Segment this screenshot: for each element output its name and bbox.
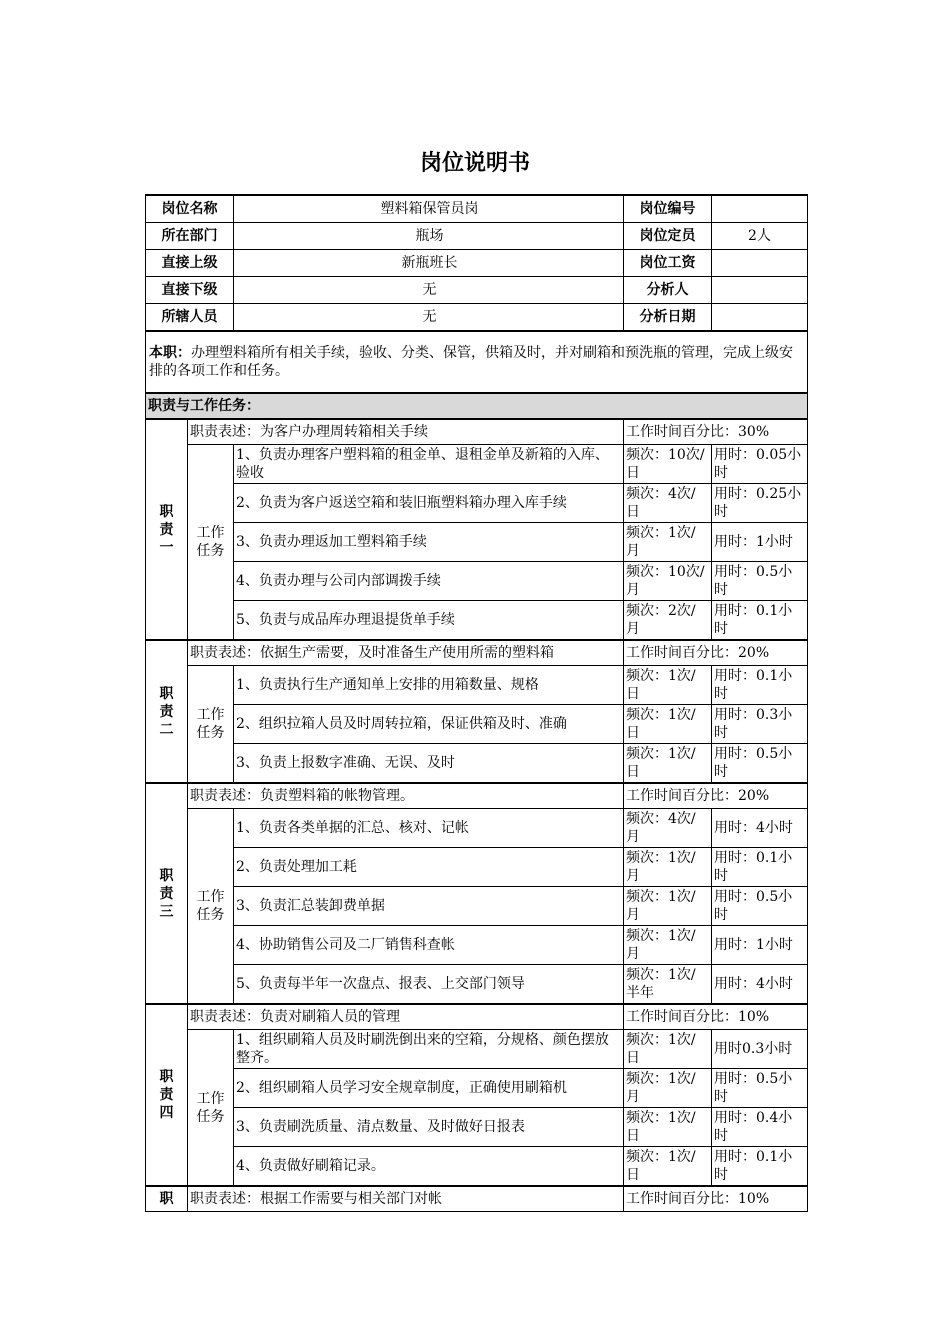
task-row (146, 1069, 808, 1108)
position-salary-value (712, 250, 808, 277)
page-title: 岗位说明书 (419, 151, 530, 176)
analyst-value (712, 277, 808, 304)
duty-statement: 职责表述：为客户办理周转箱相关手续 (188, 419, 624, 445)
info-row (146, 277, 808, 304)
task-description: 2、负责处理加工耗 (234, 848, 624, 887)
task-description: 4、负责办理与公司内部调拨手续 (234, 562, 624, 601)
task-row (146, 562, 808, 601)
task-row (146, 1030, 808, 1069)
summary-label: 本职： (149, 345, 191, 361)
analysis-date-value (712, 304, 808, 332)
duty-label (146, 640, 188, 783)
task-row (146, 445, 808, 484)
task-row (146, 484, 808, 523)
task-description: 1、负责各类单据的汇总、核对、记帐 (234, 809, 624, 848)
summary-text: 办理塑料箱所有相关手续，验收、分类、保管，供箱及时，并对刷箱和预洗瓶的管理，完成上级安排的各项工作和任务。 (149, 345, 793, 379)
task-duration: 用时：0.5小时 (712, 562, 808, 601)
task-frequency: 频次：1次/月 (624, 926, 712, 965)
duty-label-char: 责 (159, 521, 174, 538)
duty-time-percent: 工作时间百分比：30% (624, 419, 808, 445)
task-type-label (188, 809, 234, 1005)
headcount-label: 岗位定员 (624, 223, 712, 250)
duty-label-char: 责 (159, 703, 174, 720)
duty-label (146, 419, 188, 640)
department-value: 瓶场 (234, 223, 624, 250)
duty-time-percent: 工作时间百分比：10% (624, 1186, 808, 1212)
task-description: 2、负责为客户返送空箱和装旧瓶塑料箱办理入库手续 (234, 484, 624, 523)
duty-label (146, 783, 188, 1004)
task-duration: 用时0.3小时 (712, 1030, 808, 1069)
duty-label-char: 职 (159, 503, 174, 520)
task-duration: 用时：0.1小时 (712, 601, 808, 641)
task-row (146, 1147, 808, 1187)
info-row (146, 223, 808, 250)
managed-staff-value: 无 (234, 304, 624, 332)
task-description: 3、负责上报数字准确、无误、及时 (234, 744, 624, 784)
duty-statement: 职责表述：负责对刷箱人员的管理 (188, 1004, 624, 1030)
task-duration: 用时：0.4小时 (712, 1108, 808, 1147)
task-label-part: 工作 (196, 889, 225, 905)
task-frequency: 频次：1次/月 (624, 887, 712, 926)
task-description: 4、协助销售公司及二厂销售科查帐 (234, 926, 624, 965)
task-type-label (188, 1030, 234, 1187)
task-row (146, 523, 808, 562)
task-frequency: 频次：1次/月 (624, 1069, 712, 1108)
task-type-label (188, 666, 234, 784)
info-row (146, 195, 808, 223)
duty-label-char: 职 (159, 867, 174, 884)
task-description: 3、负责刷洗质量、清点数量、及时做好日报表 (234, 1108, 624, 1147)
duty-statement-row (146, 1186, 808, 1212)
task-row (146, 848, 808, 887)
task-duration: 用时：0.5小时 (712, 1069, 808, 1108)
duty-label-char: 一 (159, 539, 174, 556)
duty-label-char: 职 (159, 1191, 174, 1207)
task-duration: 用时：0.5小时 (712, 887, 808, 926)
duty-statement: 职责表述：根据工作需要与相关部门对帐 (188, 1186, 624, 1212)
task-description: 1、组织刷箱人员及时刷洗倒出来的空箱，分规格、颜色摆放整齐。 (234, 1030, 624, 1069)
task-type-label (188, 445, 234, 641)
info-row (146, 304, 808, 332)
task-row (146, 809, 808, 848)
task-label-part: 任务 (196, 543, 225, 559)
task-description: 1、负责执行生产通知单上安排的用箱数量、规格 (234, 666, 624, 705)
task-description: 2、组织拉箱人员及时周转拉箱，保证供箱及时、准确 (234, 705, 624, 744)
duty-label-char: 责 (159, 1087, 174, 1103)
task-label-part: 工作 (196, 1090, 225, 1107)
task-duration: 用时：0.1小时 (712, 1147, 808, 1187)
task-frequency: 频次：1次/日 (624, 744, 712, 784)
task-frequency: 频次：1次/日 (624, 1030, 712, 1069)
task-label-part: 工作 (196, 525, 225, 541)
summary-row (146, 331, 808, 393)
department-label: 所在部门 (146, 223, 234, 250)
task-description: 5、负责与成品库办理退提货单手续 (234, 601, 624, 641)
task-frequency: 频次：10次/月 (624, 562, 712, 601)
direct-superior-value: 新瓶班长 (234, 250, 624, 277)
duty-statement-row (146, 1004, 808, 1030)
task-duration: 用时：1小时 (712, 926, 808, 965)
task-duration: 用时：0.25小时 (712, 484, 808, 523)
task-frequency: 频次：1次/半年 (624, 965, 712, 1005)
task-frequency: 频次：1次/月 (624, 848, 712, 887)
task-frequency: 频次：4次/日 (624, 484, 712, 523)
direct-superior-label: 直接上级 (146, 250, 234, 277)
duty-label (146, 1004, 188, 1186)
task-duration: 用时：0.3小时 (712, 705, 808, 744)
duty-label-char: 四 (159, 1105, 174, 1121)
analysis-date-label: 分析日期 (624, 304, 712, 332)
task-duration: 用时：0.5小时 (712, 744, 808, 784)
analyst-label: 分析人 (624, 277, 712, 304)
task-label-part: 任务 (196, 907, 225, 923)
task-frequency: 频次：1次/日 (624, 705, 712, 744)
direct-subordinate-label: 直接下级 (146, 277, 234, 304)
task-row (146, 744, 808, 784)
task-frequency: 频次：10次/日 (624, 445, 712, 484)
duty-label-char: 三 (159, 903, 174, 920)
task-label-part: 任务 (196, 725, 225, 741)
position-salary-label: 岗位工资 (624, 250, 712, 277)
task-description: 1、负责办理客户塑料箱的租金单、退租金单及新箱的入库、验收 (234, 445, 624, 484)
duty-label-char: 职 (159, 685, 174, 702)
task-duration: 用时：0.1小时 (712, 666, 808, 705)
task-frequency: 频次：4次/月 (624, 809, 712, 848)
task-row (146, 887, 808, 926)
section-title: 职责与工作任务： (148, 398, 260, 414)
task-duration: 用时：1小时 (712, 523, 808, 562)
task-row (146, 965, 808, 1005)
task-row (146, 705, 808, 744)
task-frequency: 频次：1次/日 (624, 666, 712, 705)
task-row (146, 601, 808, 641)
position-code-value (712, 195, 808, 223)
duty-statement-row (146, 419, 808, 445)
task-duration: 用时：4小时 (712, 965, 808, 1005)
task-frequency: 频次：1次/日 (624, 1108, 712, 1147)
task-row (146, 926, 808, 965)
task-description: 5、负责每半年一次盘点、报表、上交部门领导 (234, 965, 624, 1005)
duty-label-char: 职 (159, 1069, 174, 1085)
duty-label (146, 1186, 188, 1212)
managed-staff-label: 所辖人员 (146, 304, 234, 332)
task-description: 4、负责做好刷箱记录。 (234, 1147, 624, 1187)
task-description: 3、负责汇总装卸费单据 (234, 887, 624, 926)
task-duration: 用时：4小时 (712, 809, 808, 848)
task-description: 2、组织刷箱人员学习安全规章制度，正确使用刷箱机 (234, 1069, 624, 1108)
info-row (146, 250, 808, 277)
section-row (146, 393, 808, 419)
task-frequency: 频次：1次/月 (624, 523, 712, 562)
job-description-table (145, 194, 808, 1212)
duty-time-percent: 工作时间百分比：10% (624, 1004, 808, 1030)
task-label-part: 工作 (196, 707, 225, 723)
duty-statement: 职责表述：负责塑料箱的帐物管理。 (188, 783, 624, 809)
duty-statement: 职责表述：依据生产需要，及时准备生产使用所需的塑料箱 (188, 640, 624, 666)
task-description: 3、负责办理返加工塑料箱手续 (234, 523, 624, 562)
task-frequency: 频次：1次/日 (624, 1147, 712, 1187)
direct-subordinate-value: 无 (234, 277, 624, 304)
task-frequency: 频次：2次/月 (624, 601, 712, 641)
position-name-value: 塑料箱保管员岗 (234, 195, 624, 223)
task-row (146, 666, 808, 705)
duty-label-char: 二 (159, 721, 174, 738)
duty-time-percent: 工作时间百分比：20% (624, 640, 808, 666)
position-name-label: 岗位名称 (146, 195, 234, 223)
duty-statement-row (146, 640, 808, 666)
headcount-value: 2人 (712, 223, 808, 250)
task-label-part: 任务 (196, 1108, 225, 1125)
task-duration: 用时：0.1小时 (712, 848, 808, 887)
duty-statement-row (146, 783, 808, 809)
duty-label-char: 责 (159, 885, 174, 902)
task-duration: 用时：0.05小时 (712, 445, 808, 484)
position-code-label: 岗位编号 (624, 195, 712, 223)
task-row (146, 1108, 808, 1147)
duty-time-percent: 工作时间百分比：20% (624, 783, 808, 809)
